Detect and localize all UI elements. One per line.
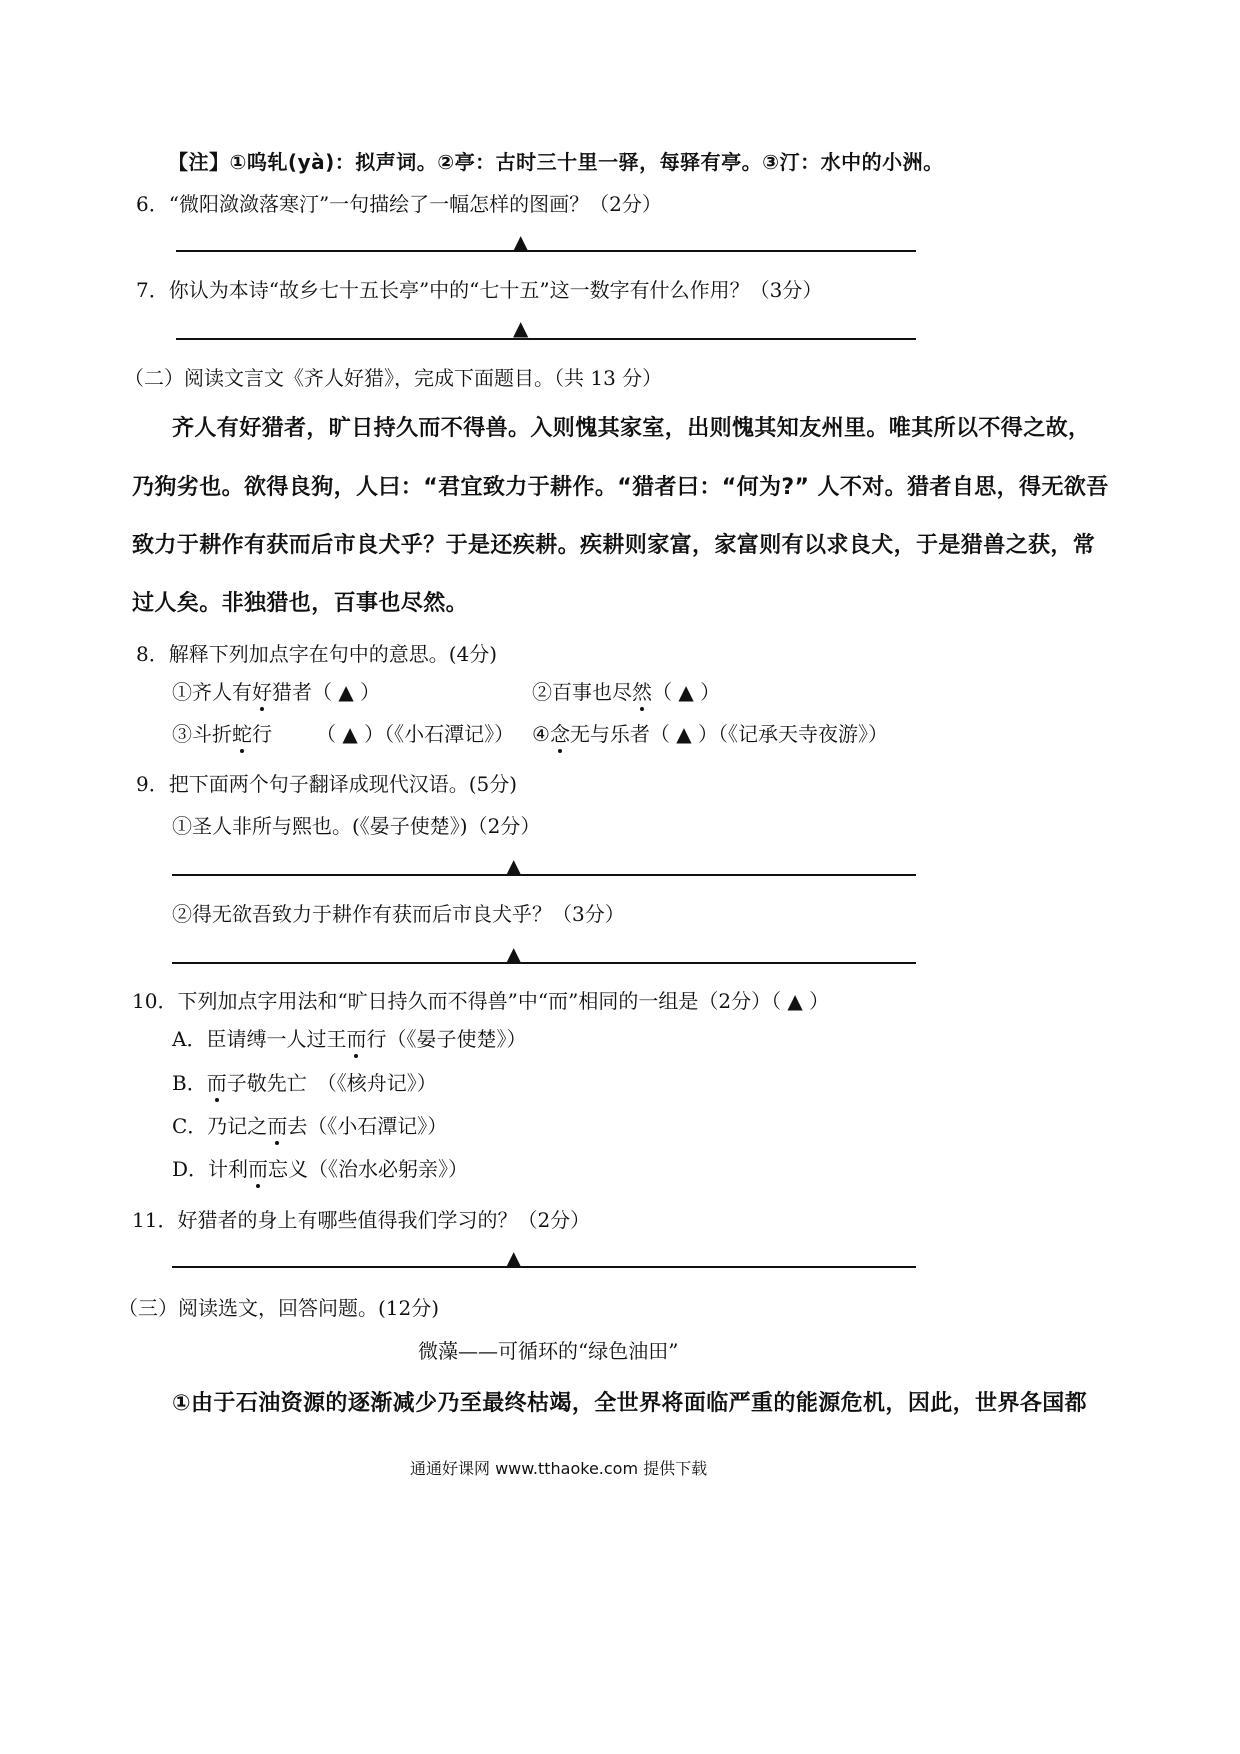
- question-10: [132, 985, 829, 1014]
- q8-item-4: [532, 718, 888, 747]
- article-paragraph: ①由于石油资源的逐渐减少乃至最终枯竭，全世界将面临严重的能源危机，因此，世界各国都: [172, 1391, 1088, 1416]
- question-7: [136, 274, 822, 303]
- question-number: 11．: [132, 1208, 178, 1232]
- option-a[interactable]: [172, 1023, 526, 1052]
- item-text: ①齐人有: [172, 680, 252, 704]
- article-title: 微藻——可循环的“绿色油田”: [418, 1339, 679, 1363]
- question-text: 好猎者的身上有哪些值得我们学习的？（2分）: [177, 1208, 591, 1232]
- answer-marker: ▲: [513, 230, 529, 254]
- question-number: 8．: [136, 642, 169, 666]
- option-text: 忘义（《治水必躬亲》）: [268, 1157, 469, 1181]
- section-heading: （二）阅读文言文《齐人好猎》，完成下面题目。（共 13 分）: [124, 366, 663, 390]
- note-text: 【注】①呜轧(yà)：拟声词。②亭：古时三十里一驿，每驿有亭。③汀：水中的小洲。: [168, 150, 944, 174]
- item-text: 猎者（ ▲ ）: [272, 680, 381, 704]
- dotted-char: 而: [267, 1110, 287, 1139]
- question-text: 你认为本诗“故乡七十五长亭”中的“七十五”这一数字有什么作用？（3分）: [168, 278, 823, 302]
- question-number: 7．: [136, 278, 169, 302]
- passage-line: 过人矣。非独猎也，百事也尽然。: [132, 591, 469, 616]
- q8-item-3-source: （ ▲ ）（《小石潭记》）: [316, 722, 515, 746]
- passage-line: 齐人有好猎者，旷日持久而不得兽。入则愧其家室，出则愧其知友州里。唯其所以不得之故，: [172, 416, 1091, 441]
- dotted-char: 蛇: [232, 718, 252, 747]
- item-text: （ ▲ ）: [652, 680, 721, 704]
- option-text: 子敬先亡 （《核舟记》）: [226, 1071, 437, 1095]
- passage-line: 致力于耕作有获而后市良犬乎？于是还疾耕。疾耕则家富，家富则有以求良犬，于是猎兽之获，常: [132, 533, 1096, 558]
- option-b[interactable]: [172, 1067, 437, 1096]
- answer-marker: ▲: [506, 1246, 522, 1270]
- option-d[interactable]: [172, 1153, 468, 1182]
- q9-sentence-2: ②得无欲吾致力于耕作有获而后市良犬乎？（3分）: [172, 902, 625, 926]
- dotted-char: 而: [248, 1153, 268, 1182]
- answer-line[interactable]: [172, 874, 916, 876]
- dotted-char: 而: [207, 1067, 227, 1096]
- answer-line[interactable]: [176, 250, 916, 252]
- item-text: ③斗折: [172, 722, 232, 746]
- option-text: C．乃记之: [172, 1114, 268, 1138]
- q8-item-2: [532, 676, 720, 705]
- question-text: 解释下列加点字在句中的意思。(4分): [168, 642, 498, 666]
- option-text: B．: [172, 1071, 207, 1095]
- item-text: 行: [252, 722, 272, 746]
- question-number: 10．: [132, 989, 178, 1013]
- answer-line[interactable]: [176, 338, 916, 340]
- option-text: D．计利: [172, 1157, 249, 1181]
- option-c[interactable]: [172, 1110, 447, 1139]
- answer-marker: ▲: [513, 316, 529, 340]
- item-text: ②百事也尽: [532, 680, 632, 704]
- q9-sentence-1: ①圣人非所与熙也。(《晏子使楚》)（2分）: [172, 814, 541, 838]
- page-footer: 通通好课网 www.tthaoke.com 提供下载: [410, 1459, 708, 1478]
- answer-line[interactable]: [172, 1266, 916, 1268]
- question-8: [136, 638, 497, 667]
- dotted-char: 念: [550, 718, 570, 747]
- q8-item-1: [172, 676, 380, 705]
- option-text: 行（《晏子使楚》）: [366, 1027, 527, 1051]
- option-text: 去（《小石潭记》）: [287, 1114, 448, 1138]
- question-text: “微阳潋潋落寒汀”一句描绘了一幅怎样的图画？（2分）: [168, 192, 662, 216]
- question-6: [136, 188, 662, 217]
- question-11: [132, 1204, 590, 1233]
- dotted-char: 好: [252, 676, 272, 705]
- dotted-char: 然: [632, 676, 652, 705]
- question-number: 9．: [136, 772, 169, 796]
- question-9: [136, 768, 517, 797]
- q8-item-3: [172, 718, 272, 747]
- answer-marker: ▲: [506, 854, 522, 878]
- item-text: 无与乐者（ ▲ ）（《记承天寺夜游》）: [569, 722, 889, 746]
- question-number: 6．: [136, 192, 169, 216]
- question-text: 下列加点字用法和“旷日持久而不得兽”中“而”相同的一组是（2分）（ ▲ ）: [177, 989, 830, 1013]
- section-heading: （三）阅读选文，回答问题。(12分): [118, 1296, 440, 1320]
- item-text: ④: [532, 722, 550, 746]
- option-text: A．臣请缚一人过王: [172, 1027, 347, 1051]
- passage-line: 乃狗劣也。欲得良狗，人曰：“君宜致力于耕作。“猎者曰：“何为?” 人不对。猎者自思，得无欲吾: [132, 475, 1109, 500]
- question-text: 把下面两个句子翻译成现代汉语。(5分): [168, 772, 518, 796]
- answer-marker: ▲: [506, 942, 522, 966]
- answer-line[interactable]: [172, 962, 916, 964]
- dotted-char: 而: [346, 1023, 366, 1052]
